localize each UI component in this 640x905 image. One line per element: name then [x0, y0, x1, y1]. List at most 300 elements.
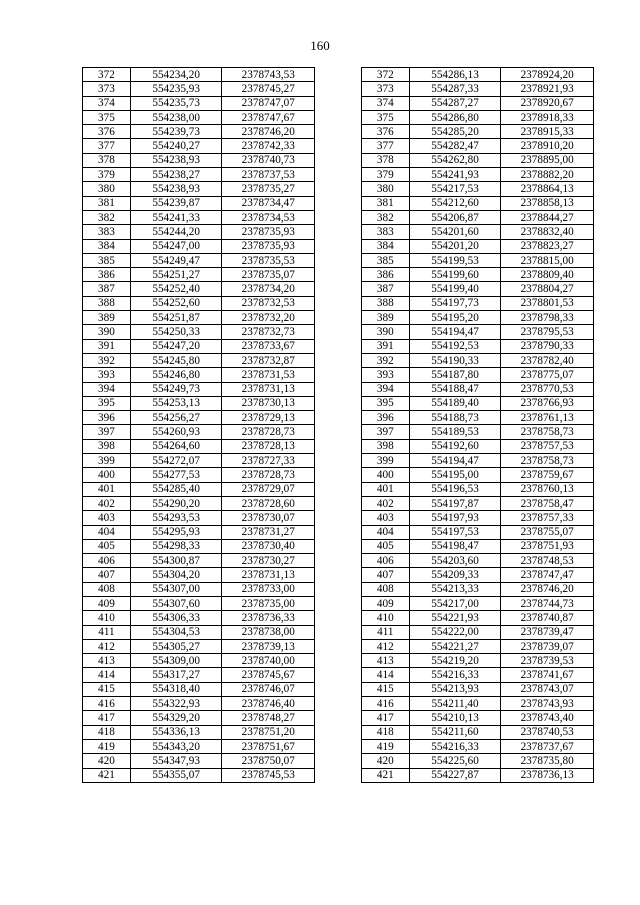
left-point-number: 384 [83, 239, 131, 253]
left-point-number: 381 [83, 196, 131, 210]
left-point-number: 403 [83, 511, 131, 525]
table-row [83, 282, 594, 296]
left-point-number: 398 [83, 439, 131, 453]
left-point-number: 382 [83, 210, 131, 224]
right-point-number: 383 [361, 225, 409, 239]
column-separator [315, 682, 362, 696]
right-y-coordinate: 2378739,47 [501, 625, 594, 639]
left-y-coordinate: 2378731,53 [222, 368, 315, 382]
right-x-coordinate: 554211,40 [409, 697, 501, 711]
right-y-coordinate: 2378740,87 [501, 611, 594, 625]
right-x-coordinate: 554192,60 [409, 439, 501, 453]
page-number: 160 [310, 38, 330, 53]
right-y-coordinate: 2378757,53 [501, 439, 594, 453]
column-separator [315, 468, 362, 482]
column-separator [315, 182, 362, 196]
right-point-number: 415 [361, 682, 409, 696]
left-point-number: 389 [83, 311, 131, 325]
left-point-number: 419 [83, 739, 131, 753]
right-y-coordinate: 2378743,93 [501, 697, 594, 711]
right-y-coordinate: 2378775,07 [501, 368, 594, 382]
right-y-coordinate: 2378741,67 [501, 668, 594, 682]
right-y-coordinate: 2378766,93 [501, 396, 594, 410]
right-point-number: 399 [361, 454, 409, 468]
left-x-coordinate: 554239,87 [130, 196, 222, 210]
column-separator [315, 411, 362, 425]
table-row [83, 339, 594, 353]
right-point-number: 373 [361, 82, 409, 96]
right-point-number: 376 [361, 125, 409, 139]
right-point-number: 372 [361, 68, 409, 82]
right-x-coordinate: 554201,20 [409, 239, 501, 253]
table-row [83, 554, 594, 568]
left-point-number: 408 [83, 582, 131, 596]
left-x-coordinate: 554322,93 [130, 697, 222, 711]
column-separator [315, 668, 362, 682]
right-x-coordinate: 554212,60 [409, 196, 501, 210]
left-point-number: 414 [83, 668, 131, 682]
right-point-number: 378 [361, 153, 409, 167]
left-x-coordinate: 554343,20 [130, 739, 222, 753]
right-y-coordinate: 2378759,67 [501, 468, 594, 482]
right-point-number: 374 [361, 96, 409, 110]
right-point-number: 390 [361, 325, 409, 339]
left-point-number: 402 [83, 496, 131, 510]
left-x-coordinate: 554277,53 [130, 468, 222, 482]
right-point-number: 405 [361, 539, 409, 553]
left-point-number: 387 [83, 282, 131, 296]
right-point-number: 402 [361, 496, 409, 510]
left-x-coordinate: 554249,73 [130, 382, 222, 396]
left-x-coordinate: 554300,87 [130, 554, 222, 568]
left-x-coordinate: 554290,20 [130, 496, 222, 510]
left-x-coordinate: 554244,20 [130, 225, 222, 239]
right-point-number: 397 [361, 425, 409, 439]
right-x-coordinate: 554287,27 [409, 96, 501, 110]
left-x-coordinate: 554306,33 [130, 611, 222, 625]
column-separator [315, 325, 362, 339]
left-y-coordinate: 2378734,53 [222, 210, 315, 224]
table-row [83, 468, 594, 482]
right-x-coordinate: 554225,60 [409, 754, 501, 768]
table-row [83, 768, 594, 782]
column-separator [315, 596, 362, 610]
left-y-coordinate: 2378740,00 [222, 654, 315, 668]
right-y-coordinate: 2378760,13 [501, 482, 594, 496]
left-x-coordinate: 554235,93 [130, 82, 222, 96]
left-point-number: 386 [83, 268, 131, 282]
table-row [83, 711, 594, 725]
left-point-number: 395 [83, 396, 131, 410]
right-point-number: 382 [361, 210, 409, 224]
left-y-coordinate: 2378732,20 [222, 311, 315, 325]
table-row [83, 482, 594, 496]
right-y-coordinate: 2378801,53 [501, 296, 594, 310]
left-point-number: 412 [83, 639, 131, 653]
left-x-coordinate: 554272,07 [130, 454, 222, 468]
right-x-coordinate: 554217,00 [409, 596, 501, 610]
table-row [83, 225, 594, 239]
column-separator [315, 754, 362, 768]
right-x-coordinate: 554210,13 [409, 711, 501, 725]
right-x-coordinate: 554287,33 [409, 82, 501, 96]
right-x-coordinate: 554195,20 [409, 311, 501, 325]
left-x-coordinate: 554256,27 [130, 411, 222, 425]
right-point-number: 419 [361, 739, 409, 753]
left-x-coordinate: 554304,53 [130, 625, 222, 639]
left-point-number: 416 [83, 697, 131, 711]
column-separator [315, 296, 362, 310]
column-separator [315, 554, 362, 568]
column-separator [315, 339, 362, 353]
column-separator [315, 282, 362, 296]
right-point-number: 418 [361, 725, 409, 739]
right-y-coordinate: 2378921,93 [501, 82, 594, 96]
left-x-coordinate: 554234,20 [130, 68, 222, 82]
right-y-coordinate: 2378920,67 [501, 96, 594, 110]
left-y-coordinate: 2378733,00 [222, 582, 315, 596]
table-row [83, 511, 594, 525]
left-point-number: 410 [83, 611, 131, 625]
left-y-coordinate: 2378735,53 [222, 253, 315, 267]
left-x-coordinate: 554304,20 [130, 568, 222, 582]
right-point-number: 393 [361, 368, 409, 382]
right-y-coordinate: 2378915,33 [501, 125, 594, 139]
left-y-coordinate: 2378728,73 [222, 425, 315, 439]
right-y-coordinate: 2378910,20 [501, 139, 594, 153]
right-y-coordinate: 2378795,53 [501, 325, 594, 339]
column-separator [315, 439, 362, 453]
left-y-coordinate: 2378743,53 [222, 68, 315, 82]
column-separator [315, 568, 362, 582]
right-y-coordinate: 2378739,53 [501, 654, 594, 668]
right-y-coordinate: 2378739,07 [501, 639, 594, 653]
left-x-coordinate: 554252,60 [130, 296, 222, 310]
right-x-coordinate: 554286,13 [409, 68, 501, 82]
right-y-coordinate: 2378823,27 [501, 239, 594, 253]
right-point-number: 381 [361, 196, 409, 210]
column-separator [315, 654, 362, 668]
left-point-number: 383 [83, 225, 131, 239]
column-separator [315, 496, 362, 510]
right-point-number: 394 [361, 382, 409, 396]
right-x-coordinate: 554195,00 [409, 468, 501, 482]
left-point-number: 420 [83, 754, 131, 768]
left-x-coordinate: 554336,13 [130, 725, 222, 739]
right-y-coordinate: 2378744,73 [501, 596, 594, 610]
table-row [83, 739, 594, 753]
left-point-number: 385 [83, 253, 131, 267]
left-point-number: 401 [83, 482, 131, 496]
left-point-number: 405 [83, 539, 131, 553]
column-separator [315, 368, 362, 382]
left-point-number: 396 [83, 411, 131, 425]
right-point-number: 408 [361, 582, 409, 596]
left-y-coordinate: 2378730,13 [222, 396, 315, 410]
column-separator [315, 253, 362, 267]
column-separator [315, 639, 362, 653]
right-y-coordinate: 2378798,33 [501, 311, 594, 325]
right-point-number: 404 [361, 525, 409, 539]
column-separator [315, 739, 362, 753]
right-x-coordinate: 554227,87 [409, 768, 501, 782]
column-separator [315, 725, 362, 739]
table-row [83, 153, 594, 167]
right-y-coordinate: 2378758,73 [501, 454, 594, 468]
left-y-coordinate: 2378747,67 [222, 110, 315, 124]
right-y-coordinate: 2378924,20 [501, 68, 594, 82]
column-separator [315, 153, 362, 167]
left-point-number: 380 [83, 182, 131, 196]
right-y-coordinate: 2378740,53 [501, 725, 594, 739]
left-x-coordinate: 554355,07 [130, 768, 222, 782]
table-row [83, 525, 594, 539]
table-row [83, 611, 594, 625]
column-separator [315, 82, 362, 96]
right-point-number: 387 [361, 282, 409, 296]
right-x-coordinate: 554285,20 [409, 125, 501, 139]
left-y-coordinate: 2378745,67 [222, 668, 315, 682]
right-point-number: 377 [361, 139, 409, 153]
left-x-coordinate: 554329,20 [130, 711, 222, 725]
table-row [83, 639, 594, 653]
right-y-coordinate: 2378758,73 [501, 425, 594, 439]
left-point-number: 415 [83, 682, 131, 696]
left-y-coordinate: 2378735,00 [222, 596, 315, 610]
left-y-coordinate: 2378746,20 [222, 125, 315, 139]
left-point-number: 392 [83, 353, 131, 367]
right-x-coordinate: 554211,60 [409, 725, 501, 739]
right-point-number: 391 [361, 339, 409, 353]
column-separator [315, 611, 362, 625]
left-point-number: 388 [83, 296, 131, 310]
table-row [83, 182, 594, 196]
left-x-coordinate: 554235,73 [130, 96, 222, 110]
left-y-coordinate: 2378730,27 [222, 554, 315, 568]
left-x-coordinate: 554238,27 [130, 168, 222, 182]
column-separator [315, 239, 362, 253]
table-row [83, 82, 594, 96]
right-x-coordinate: 554216,33 [409, 668, 501, 682]
column-separator [315, 196, 362, 210]
left-x-coordinate: 554241,33 [130, 210, 222, 224]
left-point-number: 418 [83, 725, 131, 739]
table-row [83, 682, 594, 696]
left-y-coordinate: 2378735,93 [222, 225, 315, 239]
column-separator [315, 68, 362, 82]
right-point-number: 375 [361, 110, 409, 124]
left-y-coordinate: 2378728,13 [222, 439, 315, 453]
right-x-coordinate: 554213,93 [409, 682, 501, 696]
table-row [83, 196, 594, 210]
left-y-coordinate: 2378738,00 [222, 625, 315, 639]
right-point-number: 407 [361, 568, 409, 582]
table-row [83, 311, 594, 325]
right-x-coordinate: 554199,40 [409, 282, 501, 296]
right-x-coordinate: 554197,73 [409, 296, 501, 310]
table-row [83, 539, 594, 553]
right-point-number: 416 [361, 697, 409, 711]
left-y-coordinate: 2378739,13 [222, 639, 315, 653]
right-point-number: 410 [361, 611, 409, 625]
right-y-coordinate: 2378844,27 [501, 210, 594, 224]
left-point-number: 400 [83, 468, 131, 482]
right-y-coordinate: 2378757,33 [501, 511, 594, 525]
left-y-coordinate: 2378751,67 [222, 739, 315, 753]
column-separator [315, 511, 362, 525]
table-row [83, 368, 594, 382]
column-separator [315, 210, 362, 224]
right-y-coordinate: 2378882,20 [501, 168, 594, 182]
left-x-coordinate: 554251,27 [130, 268, 222, 282]
table-row [83, 668, 594, 682]
left-y-coordinate: 2378730,40 [222, 539, 315, 553]
right-point-number: 403 [361, 511, 409, 525]
right-y-coordinate: 2378809,40 [501, 268, 594, 282]
column-separator [315, 768, 362, 782]
right-point-number: 389 [361, 311, 409, 325]
right-x-coordinate: 554190,33 [409, 353, 501, 367]
left-y-coordinate: 2378745,27 [222, 82, 315, 96]
left-y-coordinate: 2378731,13 [222, 568, 315, 582]
left-x-coordinate: 554249,47 [130, 253, 222, 267]
column-separator [315, 582, 362, 596]
table-row [83, 725, 594, 739]
right-y-coordinate: 2378782,40 [501, 353, 594, 367]
left-y-coordinate: 2378746,07 [222, 682, 315, 696]
table-row [83, 68, 594, 82]
right-point-number: 384 [361, 239, 409, 253]
left-y-coordinate: 2378740,73 [222, 153, 315, 167]
right-x-coordinate: 554194,47 [409, 325, 501, 339]
right-y-coordinate: 2378748,53 [501, 554, 594, 568]
left-point-number: 404 [83, 525, 131, 539]
right-y-coordinate: 2378864,13 [501, 182, 594, 196]
left-point-number: 391 [83, 339, 131, 353]
left-y-coordinate: 2378729,07 [222, 482, 315, 496]
right-x-coordinate: 554188,73 [409, 411, 501, 425]
table-row [83, 125, 594, 139]
column-separator [315, 382, 362, 396]
right-y-coordinate: 2378751,93 [501, 539, 594, 553]
right-x-coordinate: 554286,80 [409, 110, 501, 124]
left-point-number: 413 [83, 654, 131, 668]
left-point-number: 372 [83, 68, 131, 82]
left-y-coordinate: 2378734,20 [222, 282, 315, 296]
table-row [83, 96, 594, 110]
right-x-coordinate: 554197,53 [409, 525, 501, 539]
right-point-number: 398 [361, 439, 409, 453]
right-y-coordinate: 2378758,47 [501, 496, 594, 510]
column-separator [315, 311, 362, 325]
column-separator [315, 697, 362, 711]
right-point-number: 396 [361, 411, 409, 425]
coordinates-table [82, 67, 594, 783]
right-point-number: 411 [361, 625, 409, 639]
column-separator [315, 539, 362, 553]
right-point-number: 417 [361, 711, 409, 725]
right-y-coordinate: 2378736,13 [501, 768, 594, 782]
column-separator [315, 482, 362, 496]
right-x-coordinate: 554282,47 [409, 139, 501, 153]
table-row [83, 210, 594, 224]
left-y-coordinate: 2378737,53 [222, 168, 315, 182]
right-point-number: 395 [361, 396, 409, 410]
table-row [83, 139, 594, 153]
left-point-number: 378 [83, 153, 131, 167]
left-x-coordinate: 554238,93 [130, 182, 222, 196]
table-row [83, 596, 594, 610]
left-x-coordinate: 554247,00 [130, 239, 222, 253]
left-x-coordinate: 554264,60 [130, 439, 222, 453]
left-point-number: 374 [83, 96, 131, 110]
right-x-coordinate: 554197,87 [409, 496, 501, 510]
left-point-number: 375 [83, 110, 131, 124]
column-separator [315, 168, 362, 182]
left-x-coordinate: 554253,13 [130, 396, 222, 410]
right-x-coordinate: 554203,60 [409, 554, 501, 568]
right-point-number: 379 [361, 168, 409, 182]
left-x-coordinate: 554251,87 [130, 311, 222, 325]
left-x-coordinate: 554309,00 [130, 654, 222, 668]
left-y-coordinate: 2378732,53 [222, 296, 315, 310]
table-row [83, 110, 594, 124]
table-row [83, 454, 594, 468]
left-y-coordinate: 2378732,87 [222, 353, 315, 367]
right-y-coordinate: 2378858,13 [501, 196, 594, 210]
left-x-coordinate: 554318,40 [130, 682, 222, 696]
table-row [83, 697, 594, 711]
right-point-number: 412 [361, 639, 409, 653]
left-point-number: 394 [83, 382, 131, 396]
column-separator [315, 225, 362, 239]
right-x-coordinate: 554188,47 [409, 382, 501, 396]
left-y-coordinate: 2378732,73 [222, 325, 315, 339]
right-y-coordinate: 2378761,13 [501, 411, 594, 425]
left-x-coordinate: 554247,20 [130, 339, 222, 353]
left-point-number: 376 [83, 125, 131, 139]
right-y-coordinate: 2378918,33 [501, 110, 594, 124]
right-point-number: 388 [361, 296, 409, 310]
table-row [83, 568, 594, 582]
column-separator [315, 353, 362, 367]
left-y-coordinate: 2378731,13 [222, 382, 315, 396]
left-y-coordinate: 2378742,33 [222, 139, 315, 153]
left-point-number: 390 [83, 325, 131, 339]
right-x-coordinate: 554221,93 [409, 611, 501, 625]
left-y-coordinate: 2378733,67 [222, 339, 315, 353]
left-y-coordinate: 2378728,73 [222, 468, 315, 482]
right-point-number: 400 [361, 468, 409, 482]
left-x-coordinate: 554298,33 [130, 539, 222, 553]
table-row [83, 296, 594, 310]
left-x-coordinate: 554246,80 [130, 368, 222, 382]
right-x-coordinate: 554194,47 [409, 454, 501, 468]
table-row [83, 754, 594, 768]
right-point-number: 421 [361, 768, 409, 782]
table-row [83, 411, 594, 425]
left-y-coordinate: 2378728,60 [222, 496, 315, 510]
right-y-coordinate: 2378755,07 [501, 525, 594, 539]
right-point-number: 401 [361, 482, 409, 496]
table-row [83, 239, 594, 253]
left-x-coordinate: 554347,93 [130, 754, 222, 768]
table-row [83, 496, 594, 510]
column-separator [315, 110, 362, 124]
left-y-coordinate: 2378727,33 [222, 454, 315, 468]
right-y-coordinate: 2378746,20 [501, 582, 594, 596]
right-x-coordinate: 554201,60 [409, 225, 501, 239]
